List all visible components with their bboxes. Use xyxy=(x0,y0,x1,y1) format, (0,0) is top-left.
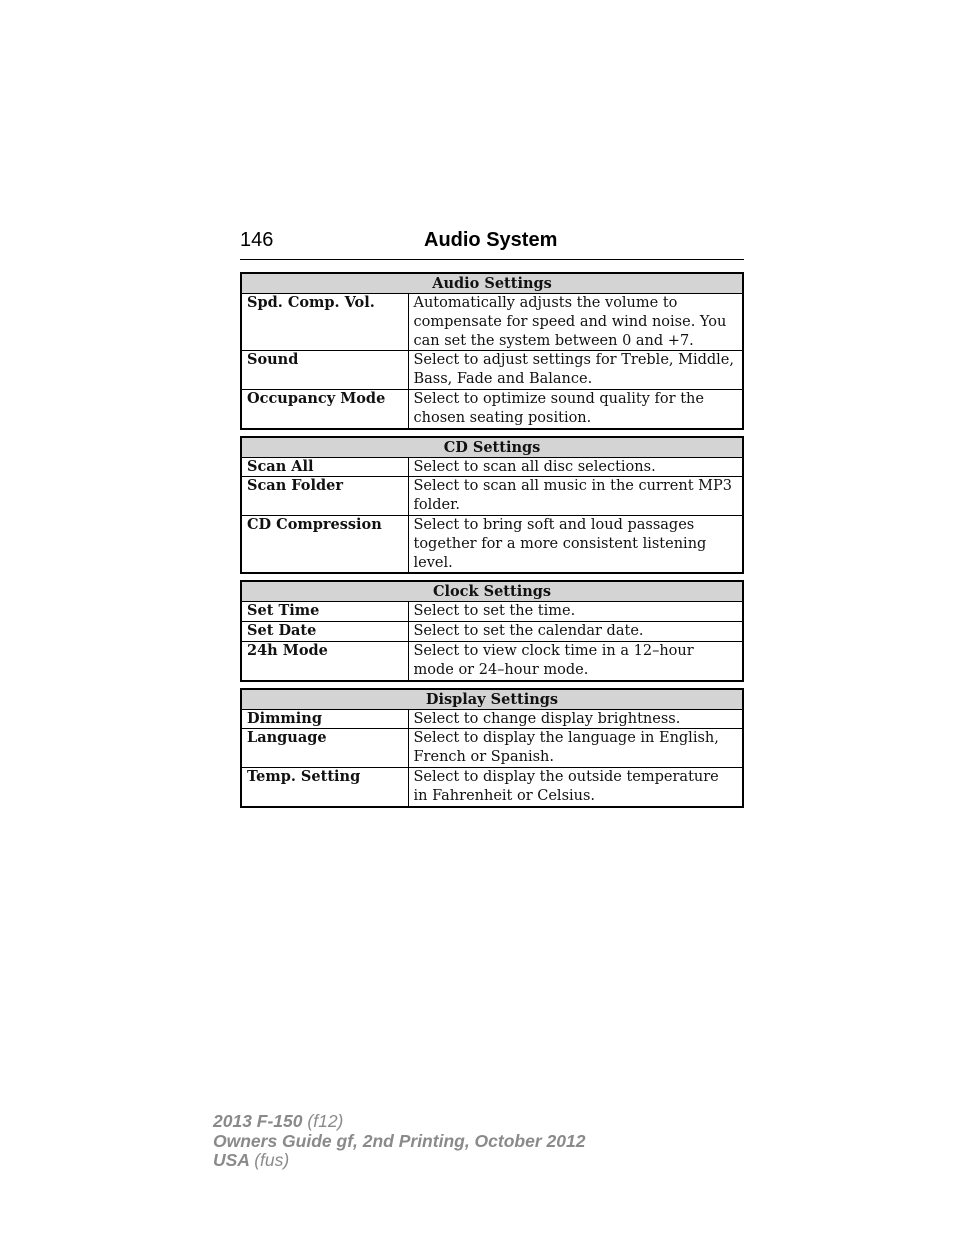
audio-settings-table xyxy=(240,272,744,430)
setting-name: Set Time xyxy=(241,602,408,622)
setting-description: Select to scan all music in the current MP3 folder. xyxy=(408,477,743,516)
setting-description: Select to set the time. xyxy=(408,602,743,622)
footer-line-1 xyxy=(213,1112,585,1132)
page-header xyxy=(240,229,744,260)
setting-name: Sound xyxy=(241,351,408,390)
table-row xyxy=(241,389,743,428)
setting-description: Select to display the language in English, French or Spanish. xyxy=(408,729,743,768)
table-heading: Clock Settings xyxy=(241,581,743,602)
setting-description: Automatically adjusts the volume to compensate for speed and wind noise. You can set the system between 0 and +7. xyxy=(408,294,743,351)
setting-description: Select to optimize sound quality for the chosen seating position. xyxy=(408,389,743,428)
setting-name: Language xyxy=(241,729,408,768)
table-row xyxy=(241,515,743,573)
table-row xyxy=(241,709,743,729)
table-heading: Audio Settings xyxy=(241,273,743,294)
setting-description: Select to change display brightness. xyxy=(408,709,743,729)
setting-name: Set Date xyxy=(241,622,408,642)
footer-market-code: (fus) xyxy=(254,1150,290,1170)
footer-model: 2013 F-150 xyxy=(213,1111,303,1131)
setting-name: Scan Folder xyxy=(241,477,408,516)
setting-name: Spd. Comp. Vol. xyxy=(241,294,408,351)
setting-description: Select to view clock time in a 12–hour mode or 24–hour mode. xyxy=(408,641,743,680)
setting-name: Scan All xyxy=(241,457,408,477)
footer-line-2: Owners Guide gf, 2nd Printing, October 2012 xyxy=(213,1130,586,1151)
cd-settings-table xyxy=(240,436,744,575)
table-heading: CD Settings xyxy=(241,437,743,458)
settings-tables xyxy=(240,272,744,814)
table-row xyxy=(241,622,743,642)
display-settings-table xyxy=(240,688,744,808)
table-row xyxy=(241,767,743,806)
table-row xyxy=(241,729,743,768)
setting-name: 24h Mode xyxy=(241,641,408,680)
page-number: 146 xyxy=(240,229,274,251)
document-footer xyxy=(213,1112,585,1171)
table-row xyxy=(241,351,743,390)
clock-settings-table xyxy=(240,580,744,681)
table-row xyxy=(241,602,743,622)
setting-description: Select to scan all disc selections. xyxy=(408,457,743,477)
setting-description: Select to adjust settings for Treble, Middle, Bass, Fade and Balance. xyxy=(408,351,743,390)
setting-name: CD Compression xyxy=(241,515,408,573)
table-row xyxy=(241,477,743,516)
footer-line-3 xyxy=(213,1151,585,1171)
setting-description: Select to set the calendar date. xyxy=(408,622,743,642)
table-row xyxy=(241,457,743,477)
section-title: Audio System xyxy=(424,229,558,251)
setting-name: Occupancy Mode xyxy=(241,389,408,428)
setting-description: Select to display the outside temperature in Fahrenheit or Celsius. xyxy=(408,767,743,806)
table-row xyxy=(241,294,743,351)
footer-model-code: (f12) xyxy=(307,1111,344,1131)
setting-name: Dimming xyxy=(241,709,408,729)
footer-market: USA xyxy=(213,1150,250,1170)
setting-description: Select to bring soft and loud passages together for a more consistent listening level. xyxy=(408,515,743,573)
table-row xyxy=(241,641,743,680)
table-heading: Display Settings xyxy=(241,689,743,710)
setting-name: Temp. Setting xyxy=(241,767,408,806)
